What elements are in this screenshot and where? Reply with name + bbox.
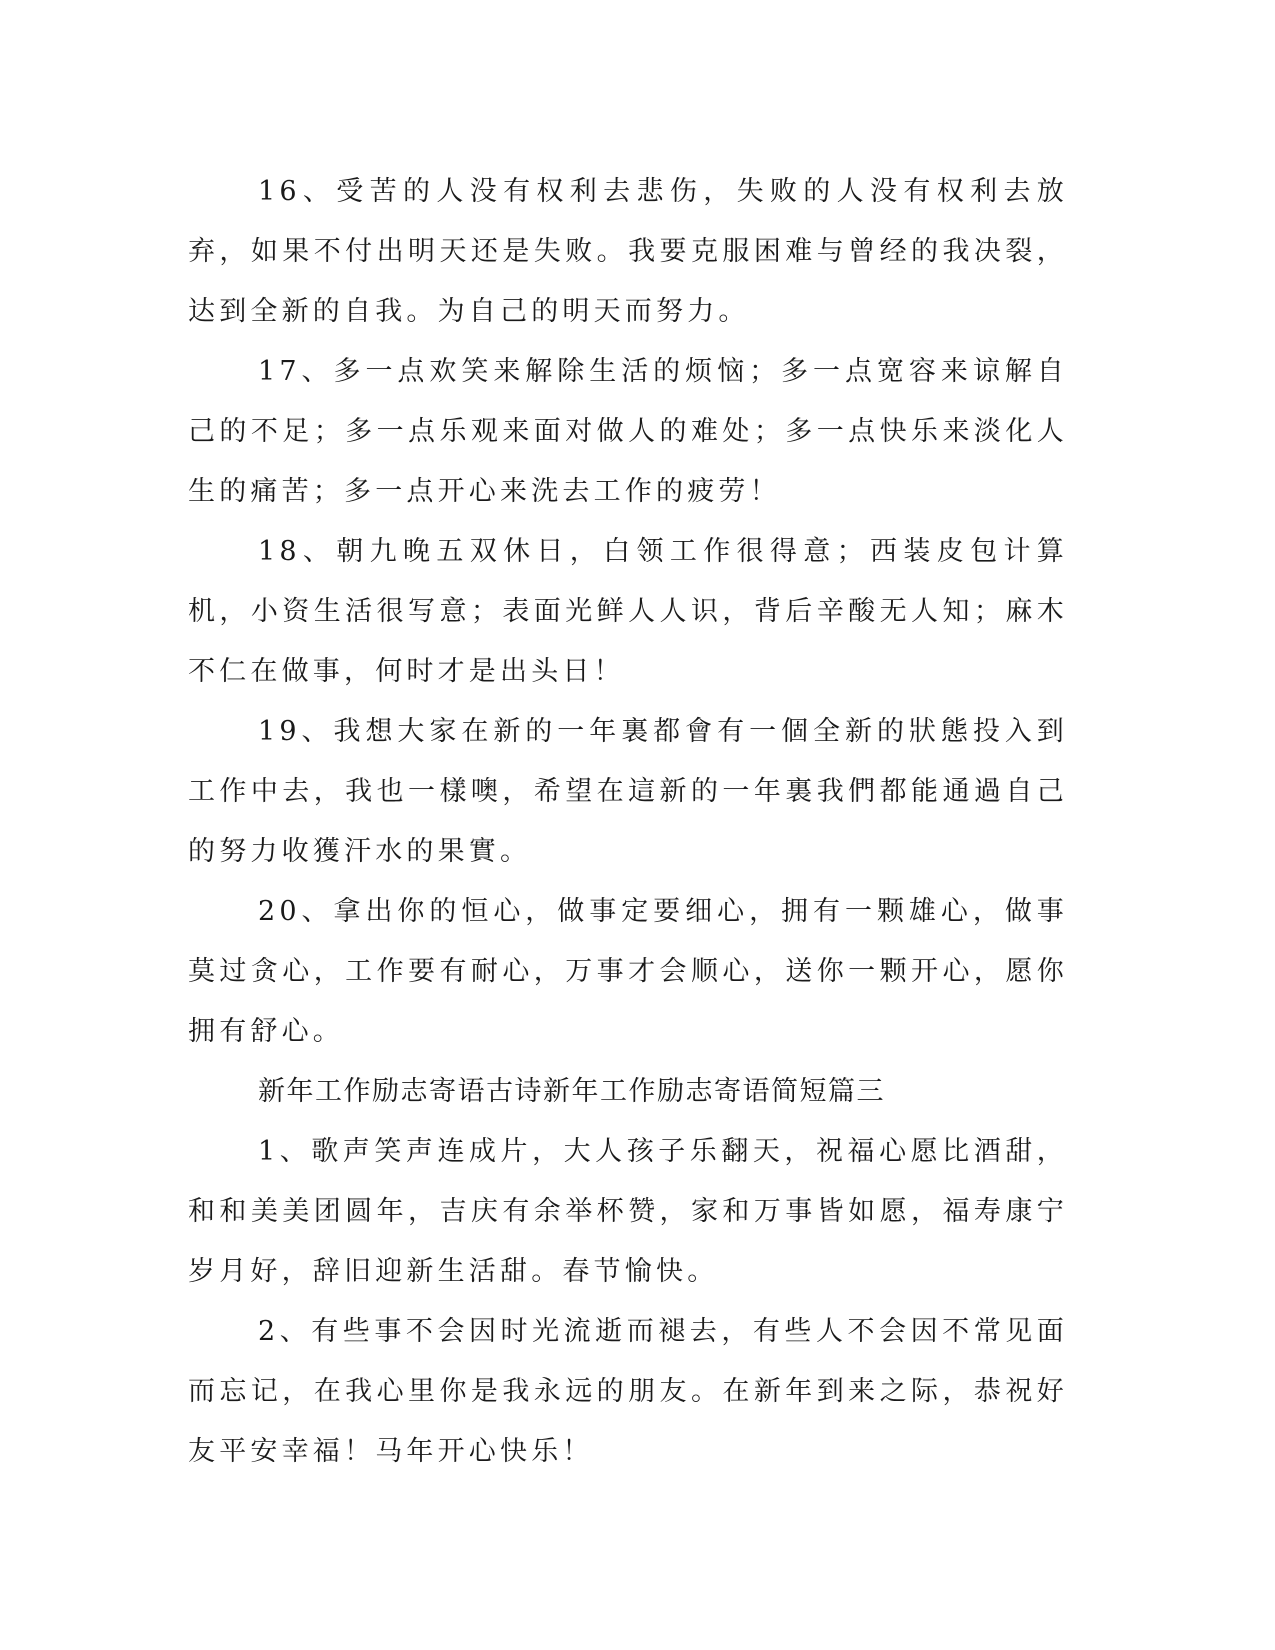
section-paragraph-1: 1、歌声笑声连成片，大人孩子乐翻天，祝福心愿比酒甜，和和美美团圆年，吉庆有余举杯赞，家和万事皆如愿，福寿康宁岁月好，辞旧迎新生活甜。春节愉快。 bbox=[188, 1136, 1068, 1287]
section-heading: 新年工作励志寄语古诗新年工作励志寄语简短篇三 bbox=[258, 1076, 885, 1107]
section-paragraph-2: 2、有些事不会因时光流逝而褪去，有些人不会因不常见面而忘记，在我心里你是我永远的朋友。在新年到来之际，恭祝好友平安幸福！马年开心快乐！ bbox=[188, 1316, 1068, 1467]
paragraph-18: 18、朝九晚五双休日，白领工作很得意；西装皮包计算机，小资生活很写意；表面光鲜人人识，背后辛酸无人知；麻木不仁在做事，何时才是出头日！ bbox=[188, 536, 1068, 687]
paragraph-20: 20、拿出你的恒心，做事定要细心，拥有一颗雄心，做事莫过贪心，工作要有耐心，万事才会顺心，送你一颗开心，愿你拥有舒心。 bbox=[188, 896, 1068, 1047]
paragraph-17: 17、多一点欢笑来解除生活的烦恼；多一点宽容来谅解自己的不足；多一点乐观来面对做人的难处；多一点快乐来淡化人生的痛苦；多一点开心来洗去工作的疲劳！ bbox=[188, 356, 1068, 507]
paragraph-19: 19、我想大家在新的一年裏都會有一個全新的狀態投入到工作中去，我也一樣噢，希望在這新的一年裏我們都能通過自己的努力收獲汗水的果實。 bbox=[188, 716, 1068, 867]
document-body bbox=[188, 162, 1068, 1482]
paragraph-16: 16、受苦的人没有权利去悲伤，失败的人没有权利去放弃，如果不付出明天还是失败。我要克服困难与曾经的我决裂，达到全新的自我。为自己的明天而努力。 bbox=[188, 176, 1068, 327]
